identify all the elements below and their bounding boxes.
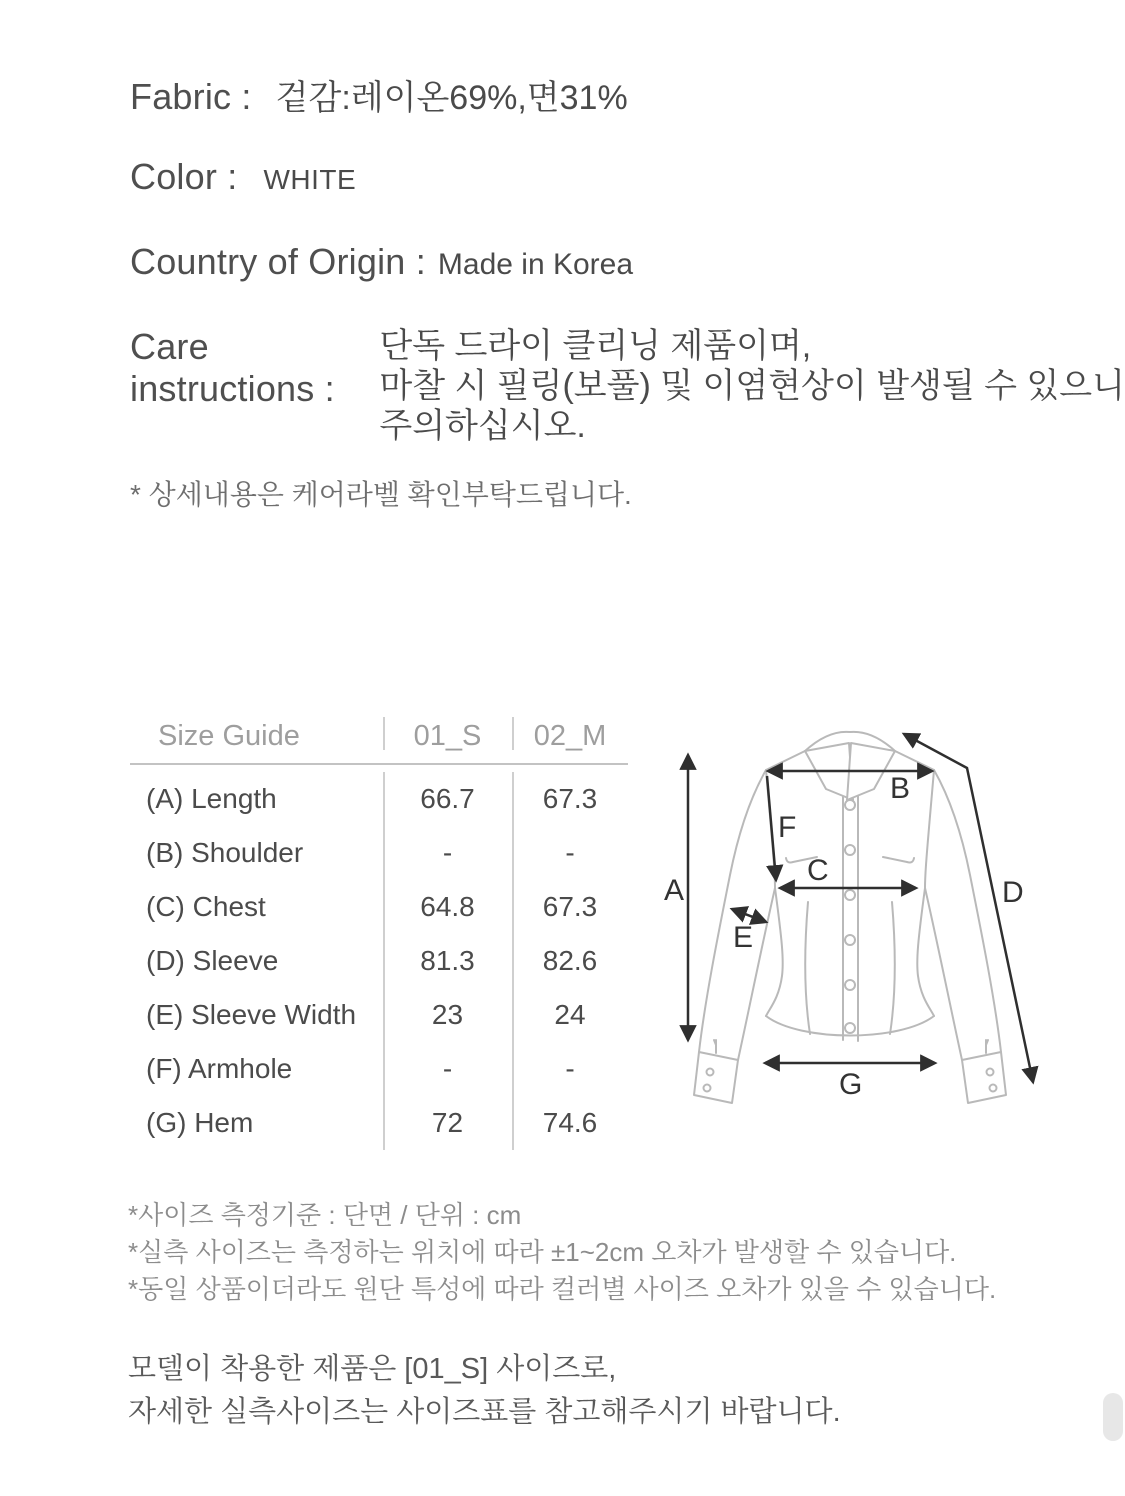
origin-line: [130, 241, 633, 283]
row-label: (B) Shoulder: [146, 837, 304, 868]
arrow-f-armhole: [767, 776, 776, 880]
row-value-s: 64.8: [420, 891, 475, 922]
model-note-line: 자세한 실측사이즈는 사이즈표를 참고해주시기 바랍니다.: [128, 1396, 841, 1428]
table-row: [130, 1096, 628, 1150]
measure-label-a: A: [664, 874, 685, 907]
measure-label-c: C: [807, 854, 829, 887]
row-label: (C) Chest: [146, 891, 266, 922]
fabric-label: Fabric :: [130, 76, 252, 117]
table-row: [130, 934, 628, 988]
origin-label: Country of Origin :: [130, 241, 426, 282]
table-row: [130, 988, 628, 1042]
size-note-line: *동일 상품이더라도 원단 특성에 따라 컬러별 사이즈 오차가 있을 수 있습니다.: [128, 1274, 997, 1304]
row-label: (D) Sleeve: [146, 945, 279, 976]
size-note-line: *실측 사이즈는 측정하는 위치에 따라 ±1~2cm 오차가 발생할 수 있습니다.: [128, 1237, 957, 1267]
size-note-line: *사이즈 측정기준 : 단면 / 단위 : cm: [128, 1200, 522, 1230]
row-label: (E) Sleeve Width: [146, 999, 357, 1030]
care-instructions-text: [379, 326, 1125, 446]
size-column-s: 01_S: [413, 720, 482, 752]
measure-label-f: F: [778, 811, 797, 844]
table-row: [130, 826, 628, 880]
row-label: (G) Hem: [146, 1107, 254, 1138]
care-label: Care instructions :: [130, 326, 335, 409]
size-column-m: 02_M: [533, 720, 607, 752]
row-value-s: -: [442, 837, 453, 868]
color-line: [130, 156, 356, 198]
measure-label-g: G: [839, 1068, 863, 1101]
row-value-m: 67.3: [542, 783, 598, 814]
color-value: WHITE: [263, 164, 357, 195]
fabric-value: 겉감:레이온69%,면31%: [275, 79, 628, 117]
table-row: [130, 880, 628, 934]
body-divider-2: [512, 772, 514, 1150]
measure-label-e: E: [733, 921, 754, 954]
body-divider-1: [383, 772, 385, 1150]
row-value-m: 82.6: [542, 945, 598, 976]
care-instruction-line: 마찰 시 필링(보풀) 및 이염현상이 발생될 수 있으니: [379, 367, 1125, 405]
size-notes: [128, 1197, 996, 1308]
size-table-header: [130, 710, 628, 763]
header-rule: [130, 763, 628, 765]
origin-value: Made in Korea: [437, 248, 634, 281]
row-value-s: 72: [431, 1107, 464, 1138]
row-value-s: 81.3: [420, 945, 475, 976]
care-instruction-line: 단독 드라이 클리닝 제품이며,: [379, 327, 812, 365]
scrollbar-thumb[interactable]: [1103, 1393, 1123, 1441]
table-row: [130, 772, 628, 826]
model-size-note: [128, 1348, 841, 1434]
size-guide-title: Size Guide: [158, 720, 300, 752]
row-value-m: 24: [554, 999, 586, 1030]
header-divider-2: [512, 717, 514, 750]
care-label-note: * 상세내용은 케어라벨 확인부탁드립니다.: [130, 479, 632, 510]
color-label: Color :: [130, 156, 238, 197]
row-label: (F) Armhole: [146, 1053, 293, 1084]
row-value-s: 66.7: [420, 783, 475, 814]
size-table-body: [130, 772, 628, 1150]
size-guide-table: [130, 710, 628, 1154]
row-value-m: 67.3: [542, 891, 598, 922]
row-value-s: 23: [431, 999, 464, 1030]
fabric-line: [130, 70, 628, 119]
shirt-measurement-diagram: [650, 710, 1080, 1160]
row-value-m: -: [565, 837, 575, 868]
row-value-s: -: [442, 1053, 453, 1084]
row-label: (A) Length: [146, 783, 277, 814]
care-instruction-line: 주의하십시오.: [379, 407, 586, 445]
care-line: [130, 326, 1125, 446]
measure-label-d: D: [1002, 876, 1024, 909]
table-row: [130, 1042, 628, 1096]
measure-label-b: B: [890, 772, 911, 805]
row-value-m: 74.6: [542, 1107, 598, 1138]
header-divider-1: [383, 717, 385, 750]
row-value-m: -: [565, 1053, 575, 1084]
shirt-outline-drawing: [694, 732, 1006, 1103]
model-note-line: 모델이 착용한 제품은 [01_S] 사이즈로,: [128, 1353, 617, 1385]
